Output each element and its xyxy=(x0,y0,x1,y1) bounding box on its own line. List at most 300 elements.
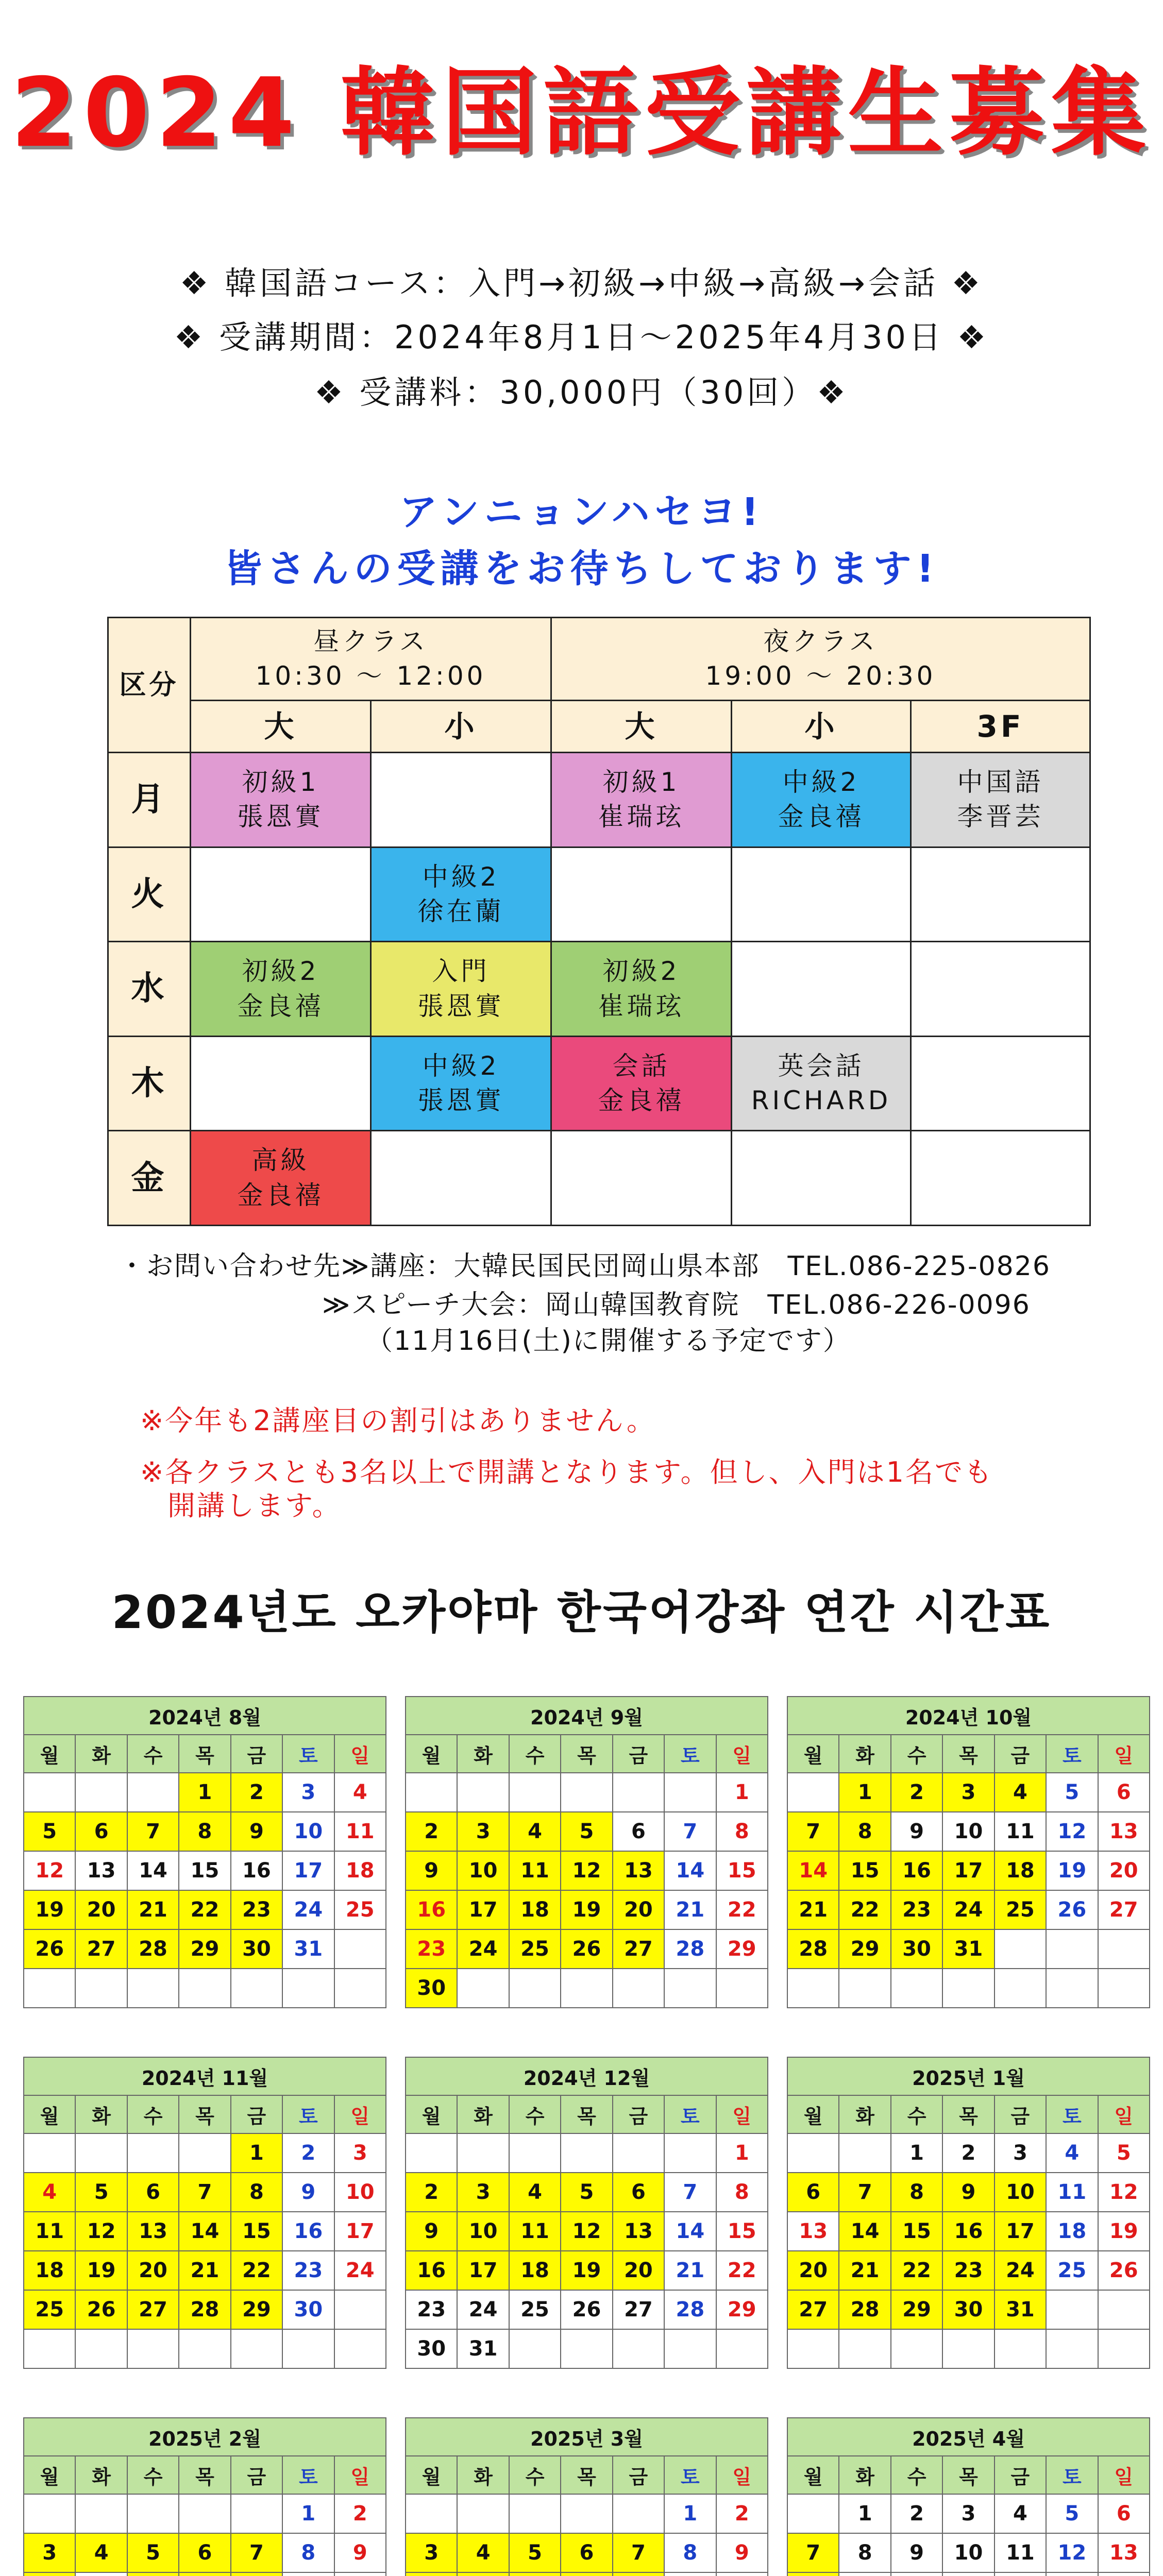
calendar-day: 26 xyxy=(1098,2251,1150,2290)
calendar-day: 19 xyxy=(75,2251,127,2290)
weekday-header: 월 xyxy=(406,2456,457,2494)
calendar-day xyxy=(664,1969,716,2008)
calendar-day xyxy=(1098,2290,1150,2329)
calendar-day: 17 xyxy=(334,2212,386,2251)
calendar-day: 6 xyxy=(787,2173,839,2212)
calendar-day xyxy=(787,2572,839,2576)
calendar-day: 12 xyxy=(561,2212,612,2251)
class-cell: 中級2 徐在蘭 xyxy=(371,847,551,942)
calendar-day xyxy=(509,2572,561,2576)
class-cell: 初級1 崔瑞玹 xyxy=(551,753,732,848)
greeting-line-2: 皆さんの受講をお待ちしております! xyxy=(224,547,939,591)
calendar-day: 15 xyxy=(839,1851,890,1890)
weekday-header: 목 xyxy=(561,2456,612,2494)
month-title: 2025년 1월 xyxy=(787,2057,1150,2095)
calendar-day: 25 xyxy=(1046,2251,1098,2290)
calendar-day xyxy=(995,2329,1046,2368)
weekday-header: 금 xyxy=(231,1735,282,1773)
calendar-day xyxy=(1098,1969,1150,2008)
calendar-day: 6 xyxy=(127,2173,179,2212)
calendar-day: 8 xyxy=(179,1812,230,1851)
calendar-day: 29 xyxy=(716,1929,768,1969)
calendar-day: 24 xyxy=(942,1890,994,1929)
calendar-day xyxy=(406,2494,457,2533)
weekday-header: 일 xyxy=(334,1735,386,1773)
class-cell: 英会話 RICHARD xyxy=(732,1036,911,1131)
class-cell: 入門 張恩實 xyxy=(371,942,551,1037)
weekday-header: 목 xyxy=(179,2456,230,2494)
calendar-day: 12 xyxy=(1046,2533,1098,2572)
calendar-section-title: 2024년도 오카야마 한국어강좌 연간 시간표 xyxy=(111,1586,1052,1639)
calendar-day: 27 xyxy=(613,1929,664,1969)
calendar-day: 2 xyxy=(334,2494,386,2533)
calendar-day xyxy=(1046,1929,1098,1969)
calendar-day: 14 xyxy=(127,1851,179,1890)
calendar-day: 27 xyxy=(1098,1890,1150,1929)
class-cell: 中級2 張恩實 xyxy=(371,1036,551,1131)
month-title: 2024년 10월 xyxy=(787,1697,1150,1735)
weekday-header: 금 xyxy=(613,2456,664,2494)
calendar-day: 14 xyxy=(664,1851,716,1890)
calendar-day: 18 xyxy=(995,1851,1046,1890)
calendar-day: 24 xyxy=(282,1890,334,1929)
weekday-header: 토 xyxy=(664,2456,716,2494)
calendar-day xyxy=(406,2572,457,2576)
calendar-day: 8 xyxy=(664,2533,716,2572)
calendar-day: 14 xyxy=(664,2212,716,2251)
calendar-day: 19 xyxy=(24,1890,75,1929)
calendar-day: 3 xyxy=(282,1773,334,1812)
calendar-day: 23 xyxy=(406,1929,457,1969)
calendar-day: 30 xyxy=(282,2290,334,2329)
calendar-day xyxy=(75,1969,127,2008)
calendar-day: 1 xyxy=(716,2133,768,2173)
calendar-day: 9 xyxy=(231,1812,282,1851)
period-info: ❖ 受講期間：2024年8月1日～2025年4月30日 ❖ xyxy=(174,318,989,356)
calendar-day: 11 xyxy=(24,2212,75,2251)
calendar-day: 17 xyxy=(457,1890,509,1929)
weekday-header: 토 xyxy=(664,1735,716,1773)
room-header: 小 xyxy=(732,701,911,753)
calendar-day xyxy=(561,2133,612,2173)
weekday-header: 일 xyxy=(716,1735,768,1773)
calendar-day: 1 xyxy=(839,2494,890,2533)
calendar-day xyxy=(127,2494,179,2533)
class-cell xyxy=(371,753,551,848)
weekday-header: 화 xyxy=(457,2456,509,2494)
calendar-day xyxy=(561,2329,612,2368)
calendar-day: 7 xyxy=(787,2533,839,2572)
calendar-day: 29 xyxy=(716,2290,768,2329)
calendar-day xyxy=(457,1969,509,2008)
calendar-day: 28 xyxy=(179,2290,230,2329)
calendar-day: 3 xyxy=(457,2173,509,2212)
calendar-day xyxy=(787,1773,839,1812)
month-calendar xyxy=(23,2057,386,2369)
weekday-header: 일 xyxy=(334,2456,386,2494)
calendar-day xyxy=(179,2494,230,2533)
contact-line-3: （11月16日(土)に開催する予定です） xyxy=(366,1326,851,1357)
calendar-day: 17 xyxy=(457,2251,509,2290)
weekday-header: 금 xyxy=(231,2456,282,2494)
calendar-day: 19 xyxy=(561,1890,612,1929)
calendar-day: 22 xyxy=(716,1890,768,1929)
calendar-day xyxy=(406,2133,457,2173)
calendar-day: 22 xyxy=(891,2251,942,2290)
calendar-day: 15 xyxy=(716,1851,768,1890)
room-header: 3F xyxy=(911,701,1090,753)
calendar-day: 16 xyxy=(891,1851,942,1890)
calendar-day: 15 xyxy=(179,1851,230,1890)
weekday-header: 월 xyxy=(24,2095,75,2133)
weekday-header: 토 xyxy=(1046,2095,1098,2133)
calendar-day xyxy=(942,1969,994,2008)
calendar-day: 14 xyxy=(787,1851,839,1890)
day-class-label: 昼クラス xyxy=(313,626,428,656)
calendar-day: 28 xyxy=(787,1929,839,1969)
calendar-day: 5 xyxy=(561,2173,612,2212)
calendar-day: 9 xyxy=(891,1812,942,1851)
calendar-day: 3 xyxy=(406,2533,457,2572)
calendar-day xyxy=(561,1773,612,1812)
month-title: 2025년 2월 xyxy=(24,2418,386,2456)
calendar-day: 5 xyxy=(24,1812,75,1851)
weekday-header: 금 xyxy=(613,1735,664,1773)
calendar-day xyxy=(231,2572,282,2576)
calendar-day xyxy=(613,2133,664,2173)
calendar-day xyxy=(509,2133,561,2173)
calendar-day xyxy=(127,1969,179,2008)
weekday-header: 일 xyxy=(716,2095,768,2133)
class-cell xyxy=(551,847,732,942)
weekday-header: 목 xyxy=(942,2095,994,2133)
day-class-header xyxy=(191,618,551,701)
weekday-header: 목 xyxy=(942,2456,994,2494)
calendar-day xyxy=(1046,2290,1098,2329)
month-title: 2024년 9월 xyxy=(406,1697,768,1735)
calendar-day xyxy=(334,2290,386,2329)
calendar-day: 11 xyxy=(334,1812,386,1851)
calendar-day: 7 xyxy=(231,2533,282,2572)
calendar-day: 5 xyxy=(75,2173,127,2212)
weekday-header: 토 xyxy=(1046,2456,1098,2494)
class-cell: 初級1 張恩實 xyxy=(191,753,371,848)
calendar-day: 26 xyxy=(1046,1890,1098,1929)
calendar-day: 16 xyxy=(942,2212,994,2251)
calendar-day: 13 xyxy=(127,2212,179,2251)
calendar-day: 23 xyxy=(282,2251,334,2290)
weekday-header: 토 xyxy=(664,2095,716,2133)
day-class-time: 10:30 ～ 12:00 xyxy=(255,661,486,691)
calendar-day xyxy=(1098,1929,1150,1969)
calendar-day xyxy=(282,2329,334,2368)
calendar-day: 7 xyxy=(127,1812,179,1851)
calendar-day xyxy=(995,1929,1046,1969)
contact-line-2: ≫スピーチ大会：岡山韓国教育院 TEL.086-226-0096 xyxy=(322,1290,1031,1320)
weekday-header: 월 xyxy=(24,1735,75,1773)
weekday-header: 금 xyxy=(995,1735,1046,1773)
calendar-day xyxy=(787,1969,839,2008)
calendar-day xyxy=(561,2494,612,2533)
calendar-day xyxy=(334,1929,386,1969)
calendar-day xyxy=(1098,2329,1150,2368)
calendar-day xyxy=(995,1969,1046,2008)
calendar-day: 5 xyxy=(1046,2494,1098,2533)
calendar-day: 23 xyxy=(942,2251,994,2290)
class-cell: 初級2 金良禧 xyxy=(191,942,371,1037)
calendar-day: 9 xyxy=(406,2212,457,2251)
calendar-day: 5 xyxy=(1098,2133,1150,2173)
calendar-day: 4 xyxy=(995,1773,1046,1812)
weekday-header: 화 xyxy=(75,1735,127,1773)
calendar-day: 12 xyxy=(561,1851,612,1890)
calendar-day: 4 xyxy=(334,1773,386,1812)
calendar-day xyxy=(664,2572,716,2576)
weekday-header: 토 xyxy=(282,2095,334,2133)
course-info: ❖ 韓国語コース：入門→初級→中級→高級→会話 ❖ xyxy=(179,264,984,302)
calendar-day: 27 xyxy=(613,2290,664,2329)
weekday-header: 화 xyxy=(457,1735,509,1773)
calendar-day xyxy=(457,2133,509,2173)
calendar-day: 8 xyxy=(282,2533,334,2572)
calendar-day xyxy=(1046,1969,1098,2008)
calendar-day xyxy=(334,2329,386,2368)
calendar-day xyxy=(613,2494,664,2533)
calendar-day: 5 xyxy=(1046,1773,1098,1812)
calendar-day: 18 xyxy=(1046,2212,1098,2251)
calendar-day: 28 xyxy=(127,1929,179,1969)
calendar-day xyxy=(75,2329,127,2368)
weekday-header: 수 xyxy=(891,2456,942,2494)
calendar-day xyxy=(231,2494,282,2533)
calendar-day: 8 xyxy=(891,2173,942,2212)
calendar-day: 10 xyxy=(995,2173,1046,2212)
page-title: 2024 韓国語受講生募集 xyxy=(10,57,1153,168)
weekday-header: 수 xyxy=(509,2095,561,2133)
greeting-line-1: アンニョンハセヨ! xyxy=(399,490,764,534)
calendar-day: 19 xyxy=(1098,2212,1150,2251)
calendar-day: 6 xyxy=(613,1812,664,1851)
month-calendar xyxy=(405,1696,768,2008)
calendar-day: 2 xyxy=(716,2494,768,2533)
calendar-day xyxy=(664,1773,716,1812)
night-class-header xyxy=(551,618,1090,701)
warning-discount: ※今年も2講座目の割引はありません。 xyxy=(140,1404,656,1437)
calendar-day xyxy=(406,1773,457,1812)
calendar-day: 1 xyxy=(179,1773,230,1812)
calendar-day: 31 xyxy=(282,1929,334,1969)
class-cell xyxy=(911,942,1090,1037)
calendar-day: 23 xyxy=(406,2290,457,2329)
month-calendar xyxy=(405,2417,768,2576)
calendar-day: 3 xyxy=(942,2494,994,2533)
weekday-header: 수 xyxy=(509,1735,561,1773)
kubun-header: 区分 xyxy=(108,618,191,753)
calendar-day: 26 xyxy=(561,1929,612,1969)
calendar-day xyxy=(839,2133,890,2173)
calendar-day: 7 xyxy=(664,2173,716,2212)
warning-min-students-cont: 開講します。 xyxy=(167,1489,342,1522)
calendar-day: 22 xyxy=(716,2251,768,2290)
calendar-day: 8 xyxy=(716,2173,768,2212)
calendar-day: 2 xyxy=(282,2133,334,2173)
calendar-day: 29 xyxy=(179,1929,230,1969)
calendar-day: 12 xyxy=(1046,1812,1098,1851)
calendar-day: 23 xyxy=(891,1890,942,1929)
calendar-day xyxy=(1046,2329,1098,2368)
calendar-day: 4 xyxy=(457,2533,509,2572)
calendar-day: 2 xyxy=(891,2494,942,2533)
calendar-day xyxy=(716,1969,768,2008)
weekday-header: 금 xyxy=(613,2095,664,2133)
calendar-day: 3 xyxy=(24,2533,75,2572)
calendar-day: 29 xyxy=(891,2290,942,2329)
calendar-day xyxy=(282,2572,334,2576)
calendar-day: 20 xyxy=(787,2251,839,2290)
calendar-day: 4 xyxy=(995,2494,1046,2533)
calendar-day: 15 xyxy=(716,2212,768,2251)
room-header: 大 xyxy=(191,701,371,753)
calendar-day xyxy=(561,2572,612,2576)
weekday-header: 일 xyxy=(1098,2095,1150,2133)
calendar-day xyxy=(75,2494,127,2533)
calendar-day: 4 xyxy=(1046,2133,1098,2173)
class-cell xyxy=(191,847,371,942)
calendar-day xyxy=(179,2329,230,2368)
calendar-day xyxy=(75,2133,127,2173)
calendar-day: 26 xyxy=(75,2290,127,2329)
calendar-day: 6 xyxy=(613,2173,664,2212)
calendar-day xyxy=(24,2329,75,2368)
calendar-day xyxy=(664,2133,716,2173)
weekday-cell: 金 xyxy=(108,1131,191,1226)
calendar-day: 19 xyxy=(561,2251,612,2290)
calendar-day: 2 xyxy=(406,1812,457,1851)
calendar-day: 13 xyxy=(1098,2533,1150,2572)
calendar-day: 29 xyxy=(839,1929,890,1969)
calendar-day: 4 xyxy=(24,2173,75,2212)
calendar-day: 9 xyxy=(891,2533,942,2572)
calendar-day: 25 xyxy=(509,1929,561,1969)
calendar-day: 1 xyxy=(231,2133,282,2173)
calendar-day: 27 xyxy=(127,2290,179,2329)
weekday-header: 월 xyxy=(787,2456,839,2494)
calendar-day: 22 xyxy=(179,1890,230,1929)
calendar-day: 30 xyxy=(406,2329,457,2368)
calendar-day: 14 xyxy=(179,2212,230,2251)
calendar-day: 13 xyxy=(787,2212,839,2251)
calendar-day: 11 xyxy=(995,2533,1046,2572)
weekday-header: 목 xyxy=(179,2095,230,2133)
weekday-header: 월 xyxy=(406,2095,457,2133)
calendar-day xyxy=(127,2329,179,2368)
calendar-day: 25 xyxy=(509,2290,561,2329)
calendar-day: 27 xyxy=(75,1929,127,1969)
class-cell xyxy=(732,847,911,942)
calendar-day xyxy=(75,1773,127,1812)
month-calendar xyxy=(787,2057,1150,2369)
class-cell xyxy=(551,1131,732,1226)
room-header: 大 xyxy=(551,701,732,753)
calendar-day: 6 xyxy=(179,2533,230,2572)
calendar-day xyxy=(613,2572,664,2576)
calendar-day: 3 xyxy=(942,1773,994,1812)
class-cell xyxy=(191,1036,371,1131)
calendar-day: 16 xyxy=(406,2251,457,2290)
calendar-day: 2 xyxy=(891,1773,942,1812)
weekday-header: 화 xyxy=(75,2456,127,2494)
calendar-day: 20 xyxy=(1098,1851,1150,1890)
weekday-cell: 水 xyxy=(108,942,191,1037)
calendar-day: 14 xyxy=(839,2212,890,2251)
calendar-day: 18 xyxy=(334,1851,386,1890)
calendar-day: 21 xyxy=(127,1890,179,1929)
calendar-day: 24 xyxy=(457,1929,509,1969)
calendar-day: 21 xyxy=(839,2251,890,2290)
calendar-day xyxy=(127,2572,179,2576)
weekday-cell: 月 xyxy=(108,753,191,848)
calendar-day: 28 xyxy=(664,1929,716,1969)
calendar-day: 13 xyxy=(75,1851,127,1890)
weekday-header: 월 xyxy=(406,1735,457,1773)
calendar-day: 9 xyxy=(334,2533,386,2572)
calendar-day: 5 xyxy=(561,1812,612,1851)
class-cell xyxy=(911,1036,1090,1131)
weekday-cell: 木 xyxy=(108,1036,191,1131)
calendar-day: 1 xyxy=(282,2494,334,2533)
calendar-day xyxy=(1046,2572,1098,2576)
month-calendar xyxy=(787,2417,1150,2576)
calendar-day: 8 xyxy=(716,1812,768,1851)
calendar-day: 9 xyxy=(406,1851,457,1890)
class-cell: 高級 金良禧 xyxy=(191,1131,371,1226)
calendar-day: 30 xyxy=(942,2290,994,2329)
month-title: 2025년 3월 xyxy=(406,2418,768,2456)
weekday-header: 월 xyxy=(24,2456,75,2494)
calendar-day xyxy=(334,1969,386,2008)
room-header: 小 xyxy=(371,701,551,753)
calendar-day: 3 xyxy=(457,1812,509,1851)
calendar-day: 18 xyxy=(509,1890,561,1929)
calendar-day: 10 xyxy=(942,1812,994,1851)
calendar-day: 28 xyxy=(664,2290,716,2329)
calendar-day xyxy=(127,2133,179,2173)
weekday-header: 화 xyxy=(839,2456,890,2494)
calendar-day: 1 xyxy=(891,2133,942,2173)
calendar-day xyxy=(75,2572,127,2576)
calendar-day: 15 xyxy=(231,2212,282,2251)
calendar-day xyxy=(664,2329,716,2368)
weekday-header: 일 xyxy=(1098,2456,1150,2494)
month-title: 2024년 12월 xyxy=(406,2057,768,2095)
calendar-day: 7 xyxy=(839,2173,890,2212)
calendar-day: 8 xyxy=(231,2173,282,2212)
calendar-day: 17 xyxy=(942,1851,994,1890)
month-title: 2024년 8월 xyxy=(24,1697,386,1735)
calendar-day xyxy=(787,2494,839,2533)
calendar-day: 23 xyxy=(231,1890,282,1929)
calendar-day xyxy=(613,1773,664,1812)
calendar-day: 11 xyxy=(995,1812,1046,1851)
calendar-day xyxy=(891,2572,942,2576)
calendar-day: 7 xyxy=(179,2173,230,2212)
calendar-day: 4 xyxy=(509,2173,561,2212)
calendar-day xyxy=(839,2329,890,2368)
calendar-day xyxy=(24,1969,75,2008)
calendar-day xyxy=(995,2572,1046,2576)
calendar-day: 4 xyxy=(75,2533,127,2572)
weekday-header: 화 xyxy=(457,2095,509,2133)
